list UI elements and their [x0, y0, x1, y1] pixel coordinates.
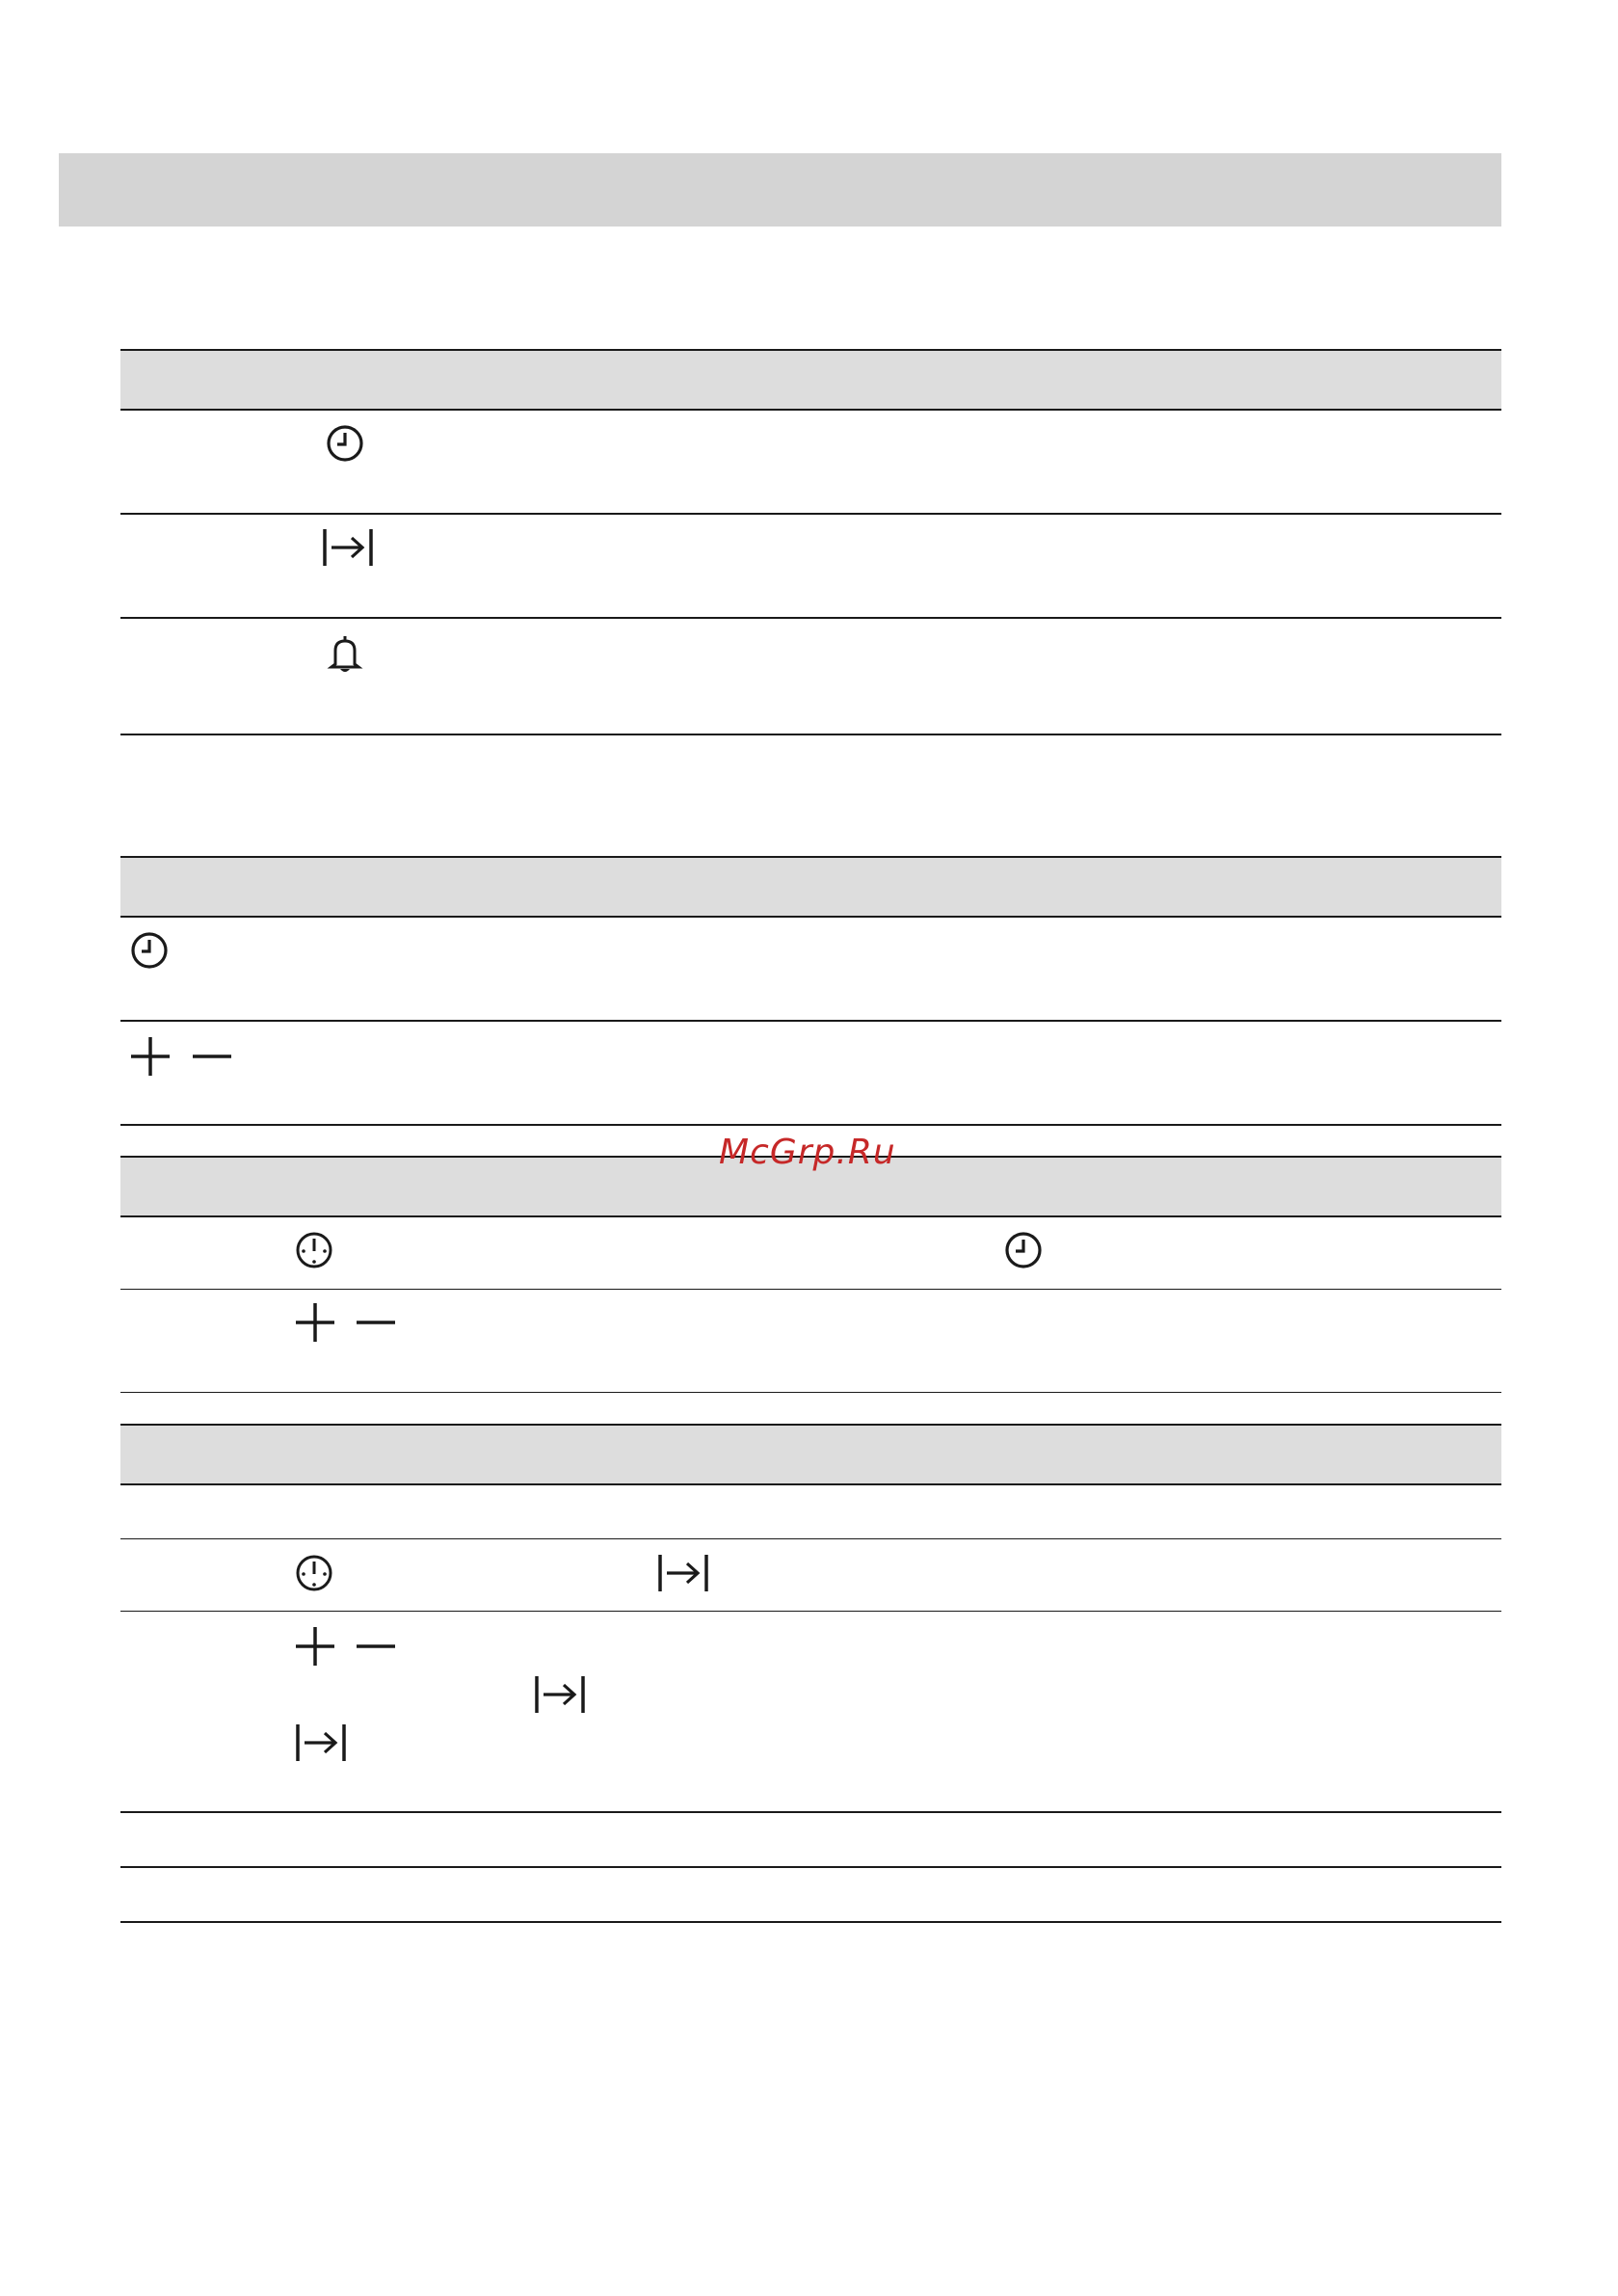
- table-row: [120, 411, 1501, 515]
- end-time-icon: [294, 1722, 348, 1764]
- clock-icon: [1004, 1231, 1043, 1269]
- bell-icon: [326, 632, 364, 675]
- table-row: [120, 1485, 1501, 1539]
- end-time-icon: [533, 1673, 587, 1716]
- end-time-icon: [656, 1552, 710, 1594]
- table-row: [120, 918, 1501, 1022]
- table-row: [120, 1813, 1501, 1868]
- end-time-icon: [321, 526, 375, 569]
- watermark: McGrp.Ru: [719, 1133, 896, 1172]
- clock-icon: [326, 424, 364, 463]
- table-row: [120, 515, 1501, 619]
- set-end-table: [120, 1424, 1501, 1923]
- section-header-bar: [59, 153, 1501, 227]
- time-setting-icon: [295, 1554, 333, 1592]
- set-time-table: [120, 1156, 1501, 1393]
- table-row: [120, 1539, 1501, 1612]
- table-header: [120, 1424, 1501, 1485]
- table-row: [120, 1022, 1501, 1126]
- minus-icon: [355, 1301, 397, 1344]
- time-setting-icon: [295, 1231, 333, 1269]
- clock-icon: [130, 931, 169, 970]
- table-header: [120, 349, 1501, 411]
- table-row: [120, 1290, 1501, 1393]
- table-row: [120, 619, 1501, 735]
- table-row: [120, 1868, 1501, 1923]
- plus-icon: [129, 1035, 172, 1078]
- plus-icon: [294, 1301, 336, 1344]
- table-row: [120, 1217, 1501, 1290]
- time-buttons-table: [120, 856, 1501, 1126]
- minus-icon: [191, 1035, 233, 1078]
- clock-functions-table: [120, 349, 1501, 735]
- plus-icon: [294, 1625, 336, 1668]
- minus-icon: [355, 1625, 397, 1668]
- table-row: [120, 1612, 1501, 1813]
- table-header: [120, 856, 1501, 918]
